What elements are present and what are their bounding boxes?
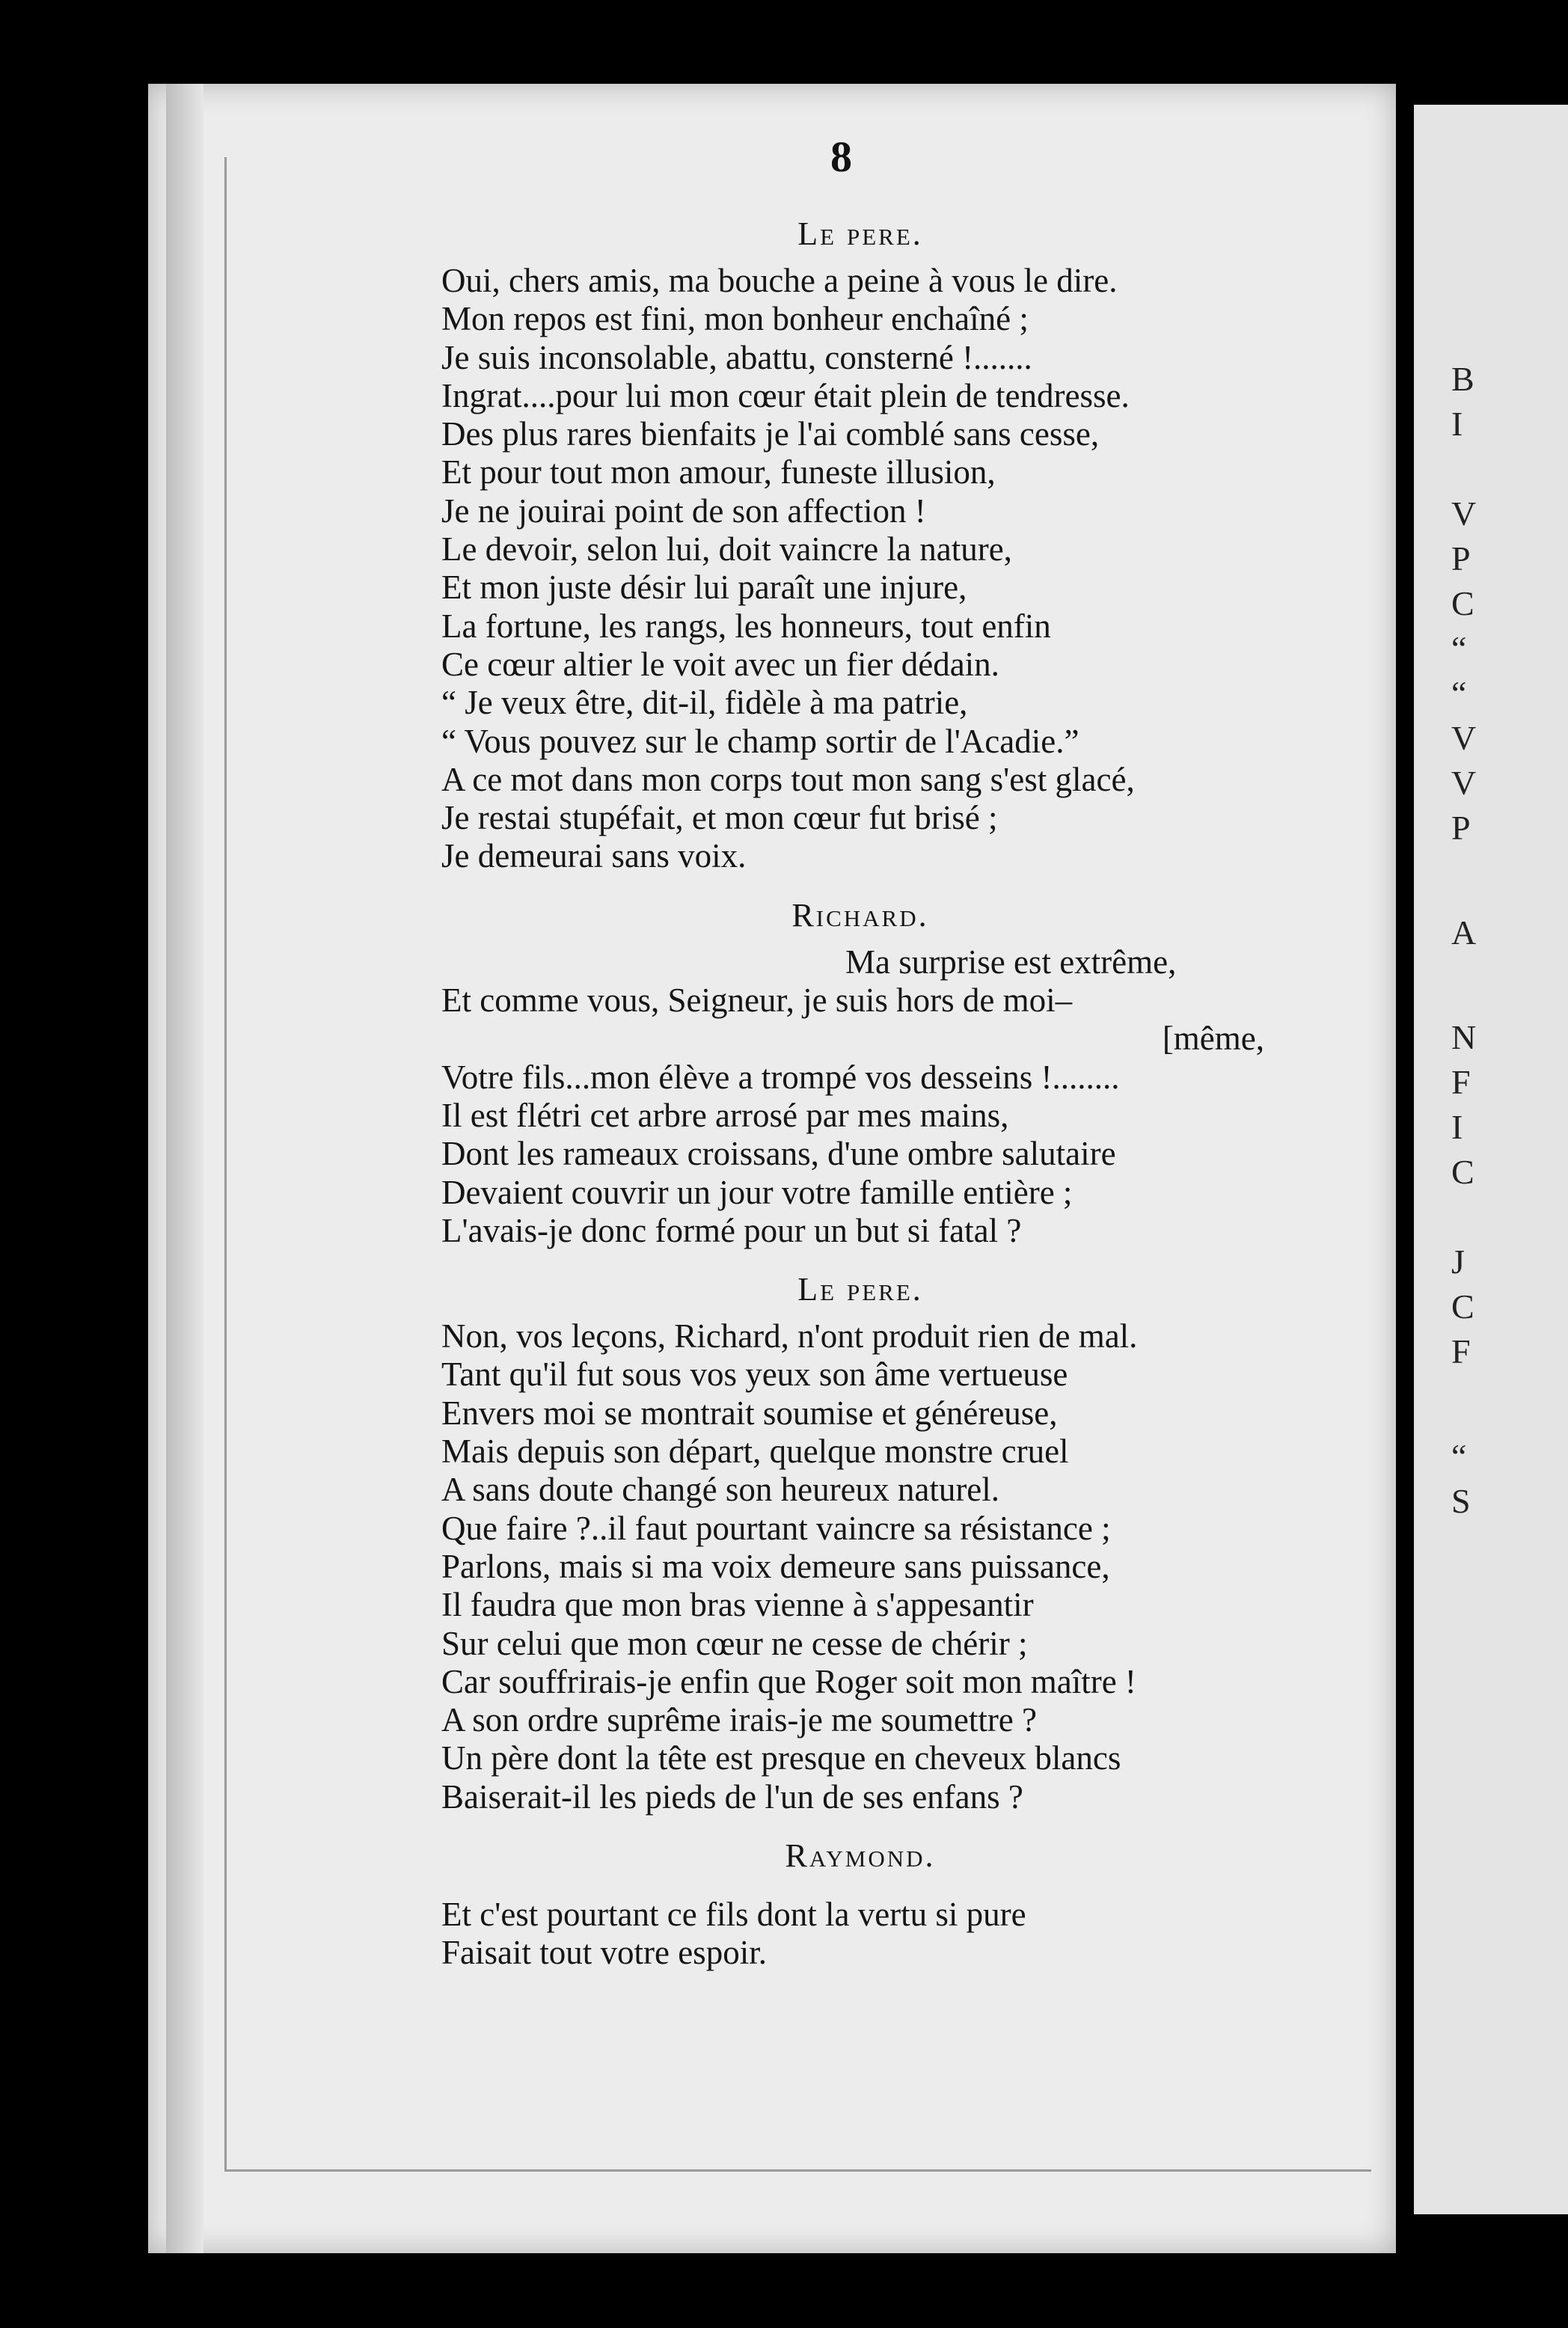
- verse-line: Sur celui que mon cœur ne cesse de chérir ;: [441, 1624, 1028, 1662]
- facing-page-letter: I: [1451, 405, 1463, 443]
- verse-line: Je restai stupéfait, et mon cœur fut brisé ;: [441, 799, 998, 837]
- facing-page-letter: F: [1451, 1063, 1471, 1101]
- verse-line: Tant qu'il fut sous vos yeux son âme vertueuse: [441, 1356, 1068, 1394]
- facing-page-letter: “: [1451, 674, 1467, 712]
- facing-page-letter: “: [1451, 629, 1467, 667]
- verse-line: Votre fils...mon élève a trompé vos desseins !........: [441, 1058, 1120, 1096]
- facing-page-letter: P: [1451, 539, 1471, 578]
- play-text: [441, 127, 1279, 1973]
- verse-line: Le devoir, selon lui, doit vaincre la nature,: [441, 530, 1012, 569]
- verse-line: Baiserait-il les pieds de l'un de ses enfans ?: [441, 1777, 1023, 1816]
- facing-page-letter: F: [1451, 1332, 1471, 1370]
- facing-page-letter: A: [1451, 913, 1477, 952]
- verse-line: Et comme vous, Seigneur, je suis hors de moi–: [441, 981, 1073, 1020]
- facing-page-letter: V: [1451, 764, 1477, 802]
- facing-page-letter: C: [1451, 1287, 1474, 1326]
- verse-line: Parlons, mais si ma voix demeure sans puissance,: [441, 1547, 1110, 1585]
- verse-line: Car souffrirais-je enfin que Roger soit mon maître !: [441, 1662, 1136, 1700]
- verse-line: Ce cœur altier le voit avec un fier dédain.: [441, 645, 999, 683]
- facing-page-letter: V: [1451, 719, 1477, 757]
- facing-page-letter: C: [1451, 584, 1474, 622]
- speaker-heading: Raymond.: [785, 1837, 936, 1874]
- verse-line: Mais depuis son départ, quelque monstre cruel: [441, 1433, 1069, 1471]
- verse-line: Et c'est pourtant ce fils dont la vertu si pure: [441, 1895, 1026, 1933]
- facing-page-letter: N: [1451, 1018, 1477, 1056]
- speaker-heading: Le pere.: [797, 215, 923, 252]
- verse-line: Devaient couvrir un jour votre famille entière ;: [441, 1173, 1073, 1211]
- verse-line: Et pour tout mon amour, funeste illusion,: [441, 453, 996, 491]
- verse-line: A ce mot dans mon corps tout mon sang s'est glacé,: [441, 760, 1135, 798]
- facing-page-letter: J: [1451, 1243, 1465, 1281]
- verse-line: A son ordre suprême irais-je me soumettre ?: [441, 1701, 1038, 1739]
- facing-page-letter: V: [1451, 494, 1477, 533]
- verse-line: A sans doute changé son heureux naturel.: [441, 1471, 1000, 1509]
- page-binding-edge: [166, 84, 203, 2253]
- verse-line: Non, vos leçons, Richard, n'ont produit rien de mal.: [441, 1317, 1138, 1356]
- verse-line: Ma surprise est extrême,: [845, 943, 1177, 981]
- verse-line: La fortune, les rangs, les honneurs, tout enfin: [441, 607, 1051, 645]
- verse-line: Dont les rameaux croissans, d'une ombre salutaire: [441, 1135, 1116, 1173]
- facing-page-letter: “: [1451, 1437, 1467, 1475]
- speaker-heading: Le pere.: [797, 1271, 923, 1308]
- verse-line: Faisait tout votre espoir.: [441, 1934, 767, 1972]
- facing-page-letter: I: [1451, 1108, 1463, 1146]
- page-number: 8: [830, 132, 852, 181]
- verse-line: Il faudra que mon bras vienne à s'appesantir: [441, 1586, 1034, 1624]
- verse-line: Un père dont la tête est presque en cheveux blancs: [441, 1739, 1121, 1777]
- verse-line: Ingrat....pour lui mon cœur était plein de tendresse.: [441, 376, 1130, 414]
- verse-line: Il est flétri cet arbre arrosé par mes mains,: [441, 1096, 1009, 1134]
- verse-line: Que faire ?..il faut pourtant vaincre sa résistance ;: [441, 1509, 1111, 1547]
- verse-line: “ Vous pouvez sur le champ sortir de l'Acadie.”: [441, 722, 1079, 760]
- verse-line: Des plus rares bienfaits je l'ai comblé sans cesse,: [441, 415, 1100, 453]
- verse-line: Je ne jouirai point de son affection !: [441, 491, 926, 530]
- verse-line: Et mon juste désir lui paraît une injure,: [441, 569, 967, 607]
- facing-page-letter: S: [1451, 1482, 1471, 1520]
- verse-line: Je suis inconsolable, abattu, consterné !.......: [441, 338, 1032, 376]
- facing-page-letter: P: [1451, 809, 1471, 847]
- verse-line: Je demeurai sans voix.: [441, 837, 747, 875]
- verse-line: L'avais-je donc formé pour un but si fatal ?: [441, 1211, 1022, 1249]
- facing-page-fragment: [1414, 105, 1568, 2214]
- verse-line: “ Je veux être, dit-il, fidèle à ma patrie,: [441, 684, 968, 722]
- verse-line: Oui, chers amis, ma bouche a peine à vous le dire.: [441, 262, 1118, 299]
- facing-page-letter: B: [1451, 360, 1474, 398]
- verse-line: Mon repos est fini, mon bonheur enchaîné ;: [441, 300, 1029, 338]
- verse-line-continuation: [même,: [1162, 1020, 1264, 1058]
- speaker-heading: Richard.: [791, 896, 929, 934]
- verse-line: Envers moi se montrait soumise et généreuse,: [441, 1394, 1058, 1432]
- facing-page-letter: C: [1451, 1153, 1474, 1191]
